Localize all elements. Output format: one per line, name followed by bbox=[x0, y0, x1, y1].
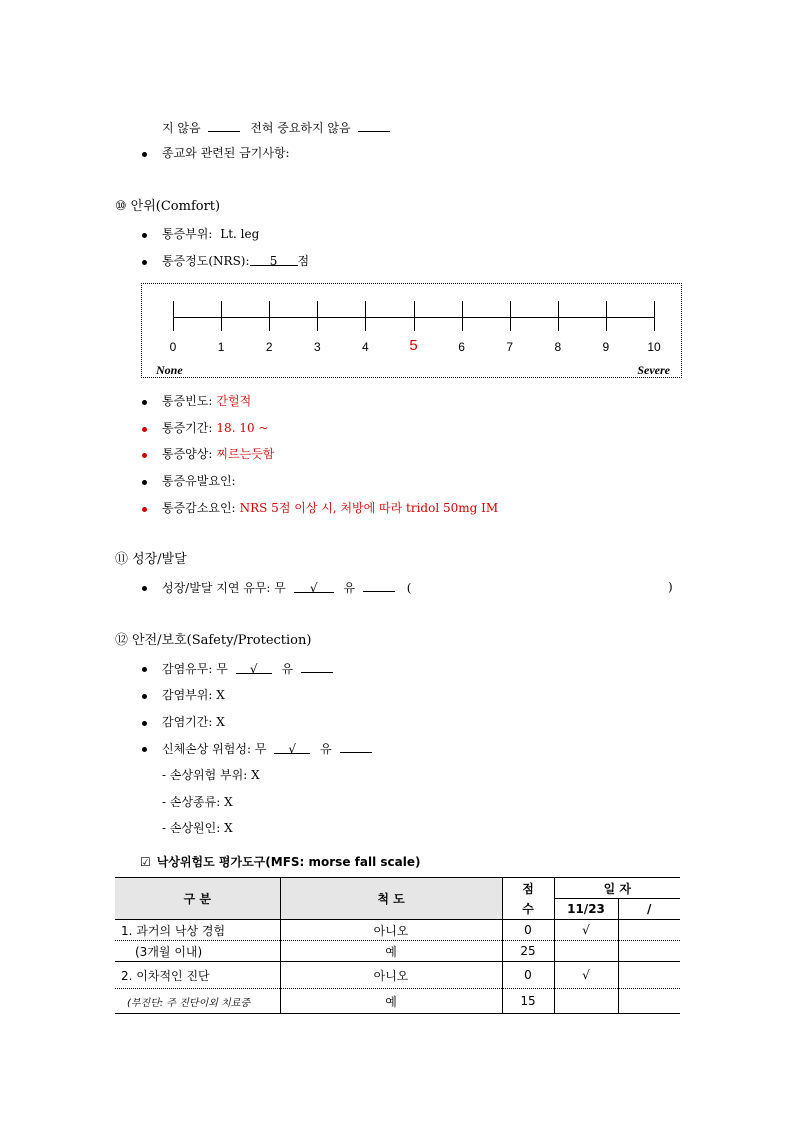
comfort-item bbox=[162, 473, 240, 489]
option-label: 아니오 bbox=[280, 962, 502, 989]
option-score: 0 bbox=[502, 962, 554, 989]
bullet-icon bbox=[142, 427, 147, 432]
injury-risk-line bbox=[162, 740, 372, 757]
scale-tick-label[interactable]: 7 bbox=[506, 340, 514, 354]
scale-tick bbox=[269, 301, 270, 331]
option-label: 예 bbox=[280, 989, 502, 1014]
bullet-icon bbox=[142, 667, 147, 672]
mfs-table bbox=[115, 877, 680, 1014]
header-scale: 척 도 bbox=[280, 878, 502, 920]
scale-min-label: None bbox=[156, 363, 183, 377]
scale-tick bbox=[606, 301, 607, 331]
header-date-1: 11/23 bbox=[554, 899, 618, 920]
scale-tick-label[interactable]: 5 bbox=[409, 337, 418, 354]
yes-blank-field[interactable] bbox=[363, 579, 395, 592]
option-label: 예 bbox=[280, 941, 502, 962]
section-number: ⑪ bbox=[115, 552, 129, 567]
comfort-item bbox=[162, 420, 268, 436]
option-score: 15 bbox=[502, 989, 554, 1014]
field-label: 통증정도(NRS): bbox=[162, 254, 250, 268]
scale-tick bbox=[510, 301, 511, 331]
no-check-field[interactable]: √ bbox=[274, 741, 310, 754]
date1-check-cell[interactable] bbox=[554, 989, 618, 1014]
scale-tick-label[interactable]: 6 bbox=[458, 340, 465, 354]
injury-type: - 손상종류: X bbox=[162, 795, 233, 809]
blank-field[interactable] bbox=[208, 119, 240, 132]
option-score: 25 bbox=[502, 941, 554, 962]
scale-tick-label[interactable]: 10 bbox=[647, 340, 661, 354]
field-label: 통증기간: bbox=[162, 421, 213, 435]
pain-site-line bbox=[162, 226, 259, 242]
field-label: 통증양상: bbox=[162, 447, 213, 461]
option-text: 지 않음 bbox=[162, 121, 201, 135]
pain-level-line bbox=[162, 253, 309, 269]
infection-line bbox=[162, 660, 333, 677]
item-label: 2. 이차적인 진단 bbox=[115, 962, 280, 989]
field-value: 간헐적 bbox=[216, 394, 252, 408]
field-value: 18. 10 ~ bbox=[216, 421, 269, 435]
yes-label: 유 bbox=[343, 581, 356, 595]
yes-blank-field[interactable] bbox=[301, 660, 333, 673]
header-date-2: / bbox=[618, 899, 680, 920]
infection-site: 감염부위: X bbox=[162, 688, 225, 702]
scale-tick-label[interactable]: 1 bbox=[217, 340, 225, 354]
scale-tick bbox=[221, 301, 222, 331]
option-score: 0 bbox=[502, 920, 554, 941]
no-check-field[interactable]: √ bbox=[236, 661, 272, 674]
section-number: ⑩ bbox=[115, 199, 127, 214]
bullet-icon bbox=[142, 480, 147, 485]
field-label: 감염유무: 무 bbox=[162, 662, 228, 676]
field-label: 통증빈도: bbox=[162, 394, 213, 408]
comfort-item bbox=[162, 393, 251, 409]
mfs-title-line bbox=[140, 854, 420, 870]
scale-tick-label[interactable]: 4 bbox=[362, 340, 369, 354]
field-value: 찌르는듯함 bbox=[216, 447, 275, 461]
scale-tick bbox=[654, 301, 655, 331]
injury-cause: - 손상원인: X bbox=[162, 821, 233, 835]
bullet-icon bbox=[142, 694, 147, 699]
no-check-field[interactable]: √ bbox=[294, 580, 334, 593]
header-score-top: 점 bbox=[502, 878, 554, 899]
bullet-icon bbox=[142, 747, 147, 752]
section-title: 성장/발달 bbox=[132, 552, 187, 567]
field-label: 성장/발달 지연 유무: 무 bbox=[162, 581, 286, 595]
scale-tick bbox=[462, 301, 463, 331]
blank-field[interactable] bbox=[358, 119, 390, 132]
date2-check-cell[interactable] bbox=[618, 920, 680, 941]
header-category: 구 분 bbox=[115, 878, 280, 920]
field-value: NRS 5점 이상 시, 처방에 따라 tridol 50mg IM bbox=[239, 501, 499, 515]
comfort-item bbox=[162, 500, 498, 516]
scale-tick bbox=[414, 301, 415, 331]
section-heading-safety bbox=[115, 633, 311, 649]
item-note: (3개월 이내) bbox=[115, 941, 280, 962]
yes-label: 유 bbox=[281, 662, 294, 676]
scale-tick-label[interactable]: 8 bbox=[554, 340, 562, 354]
header-score-bottom: 수 bbox=[502, 899, 554, 920]
field-label: 신체손상 위험성: 무 bbox=[162, 742, 267, 756]
section-heading-growth bbox=[115, 552, 187, 568]
date1-check-cell[interactable]: √ bbox=[554, 962, 618, 989]
scale-tick-label[interactable]: 2 bbox=[265, 340, 273, 354]
pain-scale bbox=[141, 283, 682, 378]
infection-period: 감염기간: X bbox=[162, 715, 225, 729]
date1-check-cell[interactable] bbox=[554, 941, 618, 962]
yes-blank-field[interactable] bbox=[340, 740, 372, 753]
comfort-item bbox=[162, 446, 274, 462]
bullet-icon bbox=[142, 260, 147, 265]
date2-check-cell[interactable] bbox=[618, 989, 680, 1014]
option-text: 전혀 중요하지 않음 bbox=[250, 121, 351, 135]
section-title: 안위(Comfort) bbox=[130, 199, 221, 214]
checkbox-icon[interactable]: ☑ bbox=[140, 855, 151, 869]
yes-label: 유 bbox=[320, 742, 332, 756]
scale-tick bbox=[365, 301, 366, 331]
scale-tick bbox=[317, 301, 318, 331]
bullet-icon bbox=[142, 586, 147, 591]
bullet-icon bbox=[142, 400, 147, 405]
scale-tick bbox=[558, 301, 559, 331]
section-number: ⑫ bbox=[115, 633, 129, 648]
unit-label: 점 bbox=[297, 254, 310, 268]
scale-tick-label[interactable]: 0 bbox=[169, 340, 177, 354]
scale-tick bbox=[173, 301, 174, 331]
bullet-icon bbox=[142, 453, 147, 458]
scale-tick-label[interactable]: 3 bbox=[313, 340, 321, 354]
bullet-icon bbox=[142, 507, 147, 512]
bullet-icon bbox=[142, 152, 147, 157]
mfs-title: 낙상위험도 평가도구(MFS: morse fall scale) bbox=[156, 855, 421, 869]
header-date: 일 자 bbox=[554, 878, 680, 899]
paren-close: ) bbox=[668, 580, 673, 594]
growth-delay-line bbox=[162, 579, 411, 596]
scale-tick-label[interactable]: 9 bbox=[602, 340, 610, 354]
field-label: 통증유발요인: bbox=[162, 474, 236, 488]
paren-open: ( bbox=[406, 581, 412, 595]
injury-site: - 손상위험 부위: X bbox=[162, 768, 260, 782]
item-note: (부진단: 주 진단이외 치료중 bbox=[115, 989, 280, 1014]
date2-check-cell[interactable] bbox=[618, 941, 680, 962]
pain-site-value: Lt. leg bbox=[220, 227, 260, 241]
section-heading-comfort bbox=[115, 199, 220, 215]
bullet-icon bbox=[142, 233, 147, 238]
date2-check-cell[interactable] bbox=[618, 962, 680, 989]
option-label: 아니오 bbox=[280, 920, 502, 941]
field-label: 통증부위: bbox=[162, 227, 213, 241]
item-label: 1. 과거의 낙상 경험 bbox=[115, 920, 280, 941]
scale-max-label: Severe bbox=[637, 363, 670, 377]
date1-check-cell[interactable]: √ bbox=[554, 920, 618, 941]
religion-taboo-label: 종교와 관련된 금기사항: bbox=[162, 146, 290, 160]
importance-line bbox=[162, 119, 390, 136]
bullet-icon bbox=[142, 721, 147, 726]
pain-level-value[interactable]: 5 bbox=[250, 253, 298, 266]
section-title: 안전/보호(Safety/Protection) bbox=[132, 633, 312, 648]
field-label: 통증감소요인: bbox=[162, 501, 236, 515]
